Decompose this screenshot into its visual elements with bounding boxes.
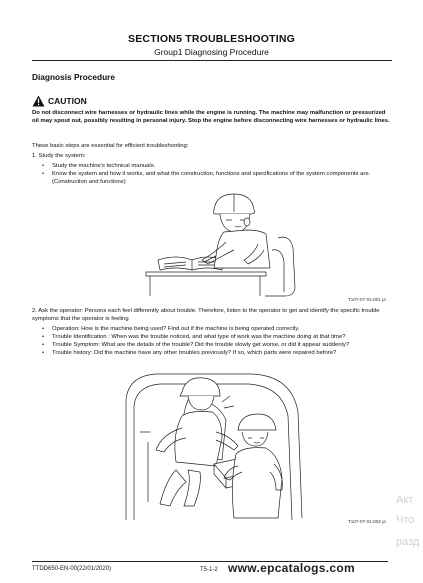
page-title: SECTION5 TROUBLESHOOTING xyxy=(128,33,295,45)
caution-header xyxy=(32,95,87,107)
step-1-bullets xyxy=(42,162,392,186)
list-item: • Study the machine's technical manuals. xyxy=(42,163,156,169)
figure-study-manual xyxy=(140,190,320,298)
step-2-bullets xyxy=(42,325,392,357)
step-1-label: 1. Study the system: xyxy=(32,153,86,159)
list-item: • Know the system and how it works, and what the construction, functions and specifications of the system components are. (Construction and functions) xyxy=(42,171,371,185)
page-subtitle: Group1 Diagnosing Procedure xyxy=(154,47,269,57)
caution-text: Do not disconnect wire harnesses or hydraulic lines while the engine is running. The machine may malfunction or pressurized oil may spout out, possibly resulting in personal injury. Stop the engine before disconnecting wire harnesses or hydraulic lines. xyxy=(32,110,390,125)
footer-doc-code: TTDD650-EN-00(22/01/2020) xyxy=(32,566,112,572)
header-rule xyxy=(32,60,392,61)
list-item: • Operation: How is the machine being used? Find out if the machine is being operated correctly. xyxy=(42,326,300,332)
list-item: • Trouble Symptom: What are the details of the trouble? Did the trouble slowly get worse, or did it appear suddenly? xyxy=(42,342,350,348)
step-2-label: 2. Ask the operator: Persons each feel differently about trouble. Therefore, listen to the operator to get and identify the specific trouble symptoms that the operator is feeling xyxy=(32,308,380,322)
intro-text: These basic steps are essential for efficient troubleshooting: xyxy=(32,143,189,149)
watermark-line-3: разд xyxy=(396,536,420,548)
caution-label: CAUTION xyxy=(48,96,87,106)
warning-triangle-icon xyxy=(32,95,45,107)
figure-1-code: T107-07-01-001 ja xyxy=(348,297,386,302)
footer-page-number: T5-1-2 xyxy=(200,567,218,573)
figure-2-code: T107-07-01-002 ja xyxy=(348,519,386,524)
figure-ask-operator xyxy=(118,372,308,522)
watermark-line-2: Что xyxy=(396,514,415,526)
list-item: • Trouble history: Did the machine have any other troubles previously? If so, which parts were repaired before? xyxy=(42,350,337,356)
watermark-line-1: Акт xyxy=(396,494,414,506)
section-heading: Diagnosis Procedure xyxy=(32,72,115,82)
site-watermark: www.epcatalogs.com xyxy=(228,561,355,575)
list-item: • Trouble Identification : When was the trouble noticed, and what type of work was the machine doing at that time? xyxy=(42,334,346,340)
